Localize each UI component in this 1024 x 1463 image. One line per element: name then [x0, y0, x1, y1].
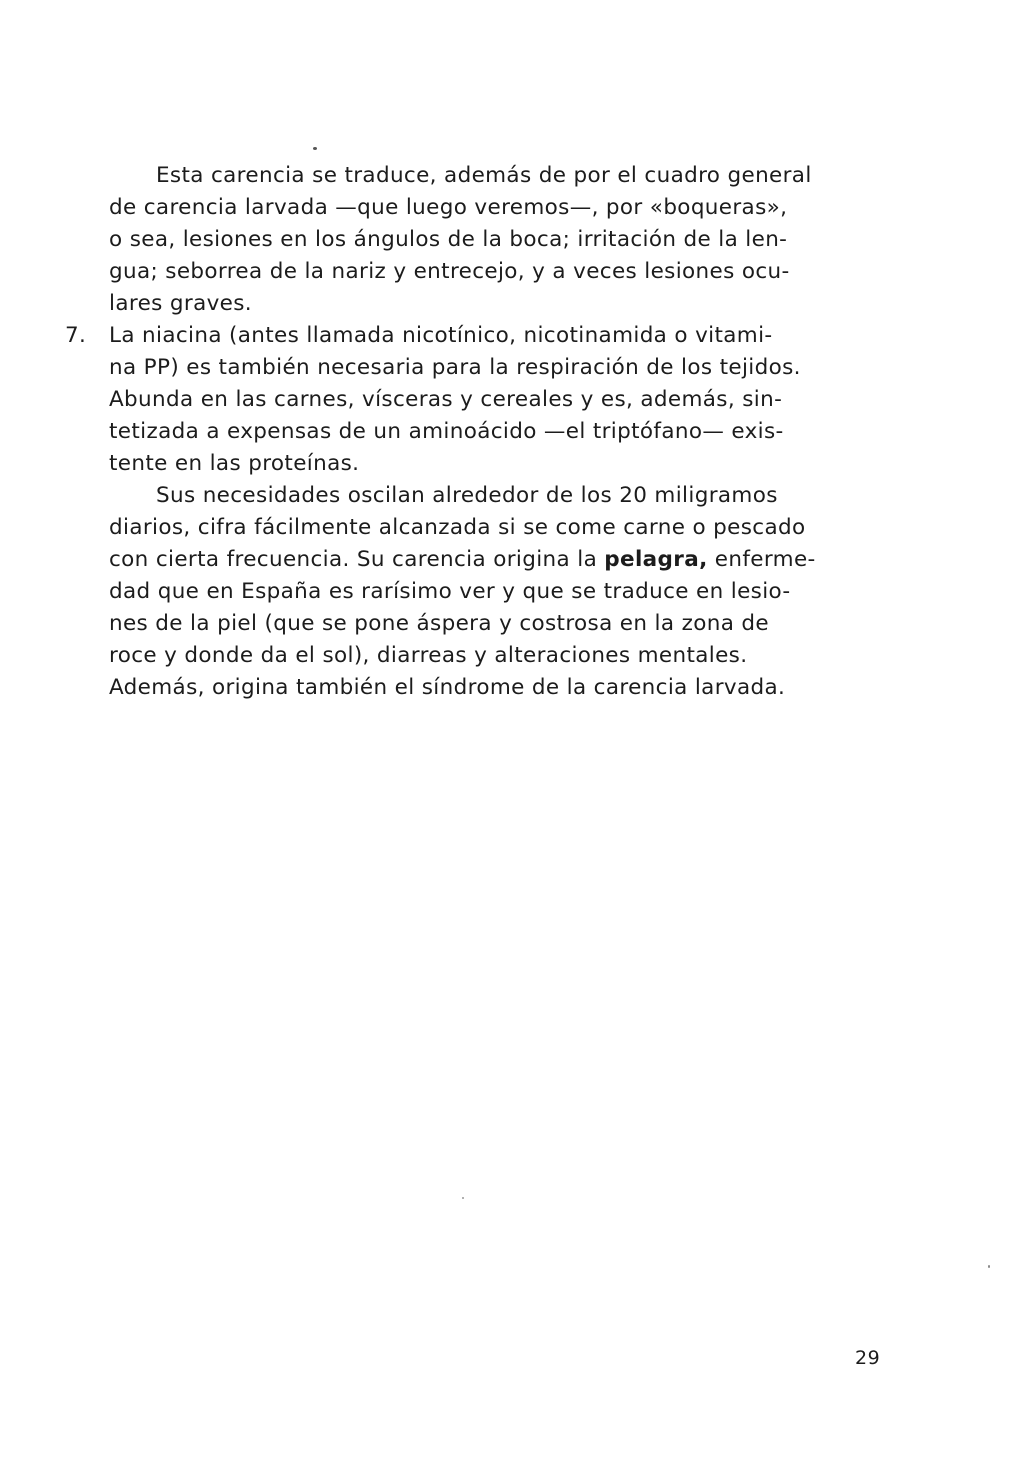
scan-speck	[313, 147, 317, 150]
text-segment: enferme-	[707, 547, 816, 572]
list-item-number: 7.	[65, 323, 87, 348]
text-line: roce y donde da el sol), diarreas y alteraciones mentales.	[109, 643, 748, 668]
list-item-7	[65, 320, 884, 480]
text-segment: con cierta frecuencia. Su carencia origina la	[109, 547, 605, 572]
page-number: 29	[855, 1347, 881, 1369]
scan-speck	[462, 1197, 464, 1199]
text-line: Además, origina también el síndrome de la carencia larvada.	[109, 675, 786, 700]
scan-speck	[988, 1265, 990, 1268]
bold-term-pelagra: pelagra,	[604, 547, 708, 572]
text-line: diarios, cifra fácilmente alcanzada si se come carne o pescado	[109, 515, 806, 540]
text-line: Sus necesidades oscilan alrededor de los 20 miligramos	[156, 483, 778, 508]
text-line: dad que en España es rarísimo ver y que se traduce en lesio-	[109, 579, 791, 604]
body-text	[65, 160, 884, 704]
text-line: La niacina (antes llamada nicotínico, nicotinamida o vitami-	[109, 323, 773, 348]
text-line: tente en las proteínas.	[109, 451, 360, 476]
text-line: tetizada a expensas de un aminoácido —el triptófano— exis-	[109, 419, 784, 444]
text-line	[109, 544, 884, 576]
text-line: de carencia larvada —que luego veremos—, por «boqueras»,	[109, 195, 788, 220]
text-line: gua; seborrea de la nariz y entrecejo, y a veces lesiones ocu-	[109, 259, 790, 284]
text-line: nes de la piel (que se pone áspera y costrosa en la zona de	[109, 611, 769, 636]
text-line: Esta carencia se traduce, además de por el cuadro general	[156, 163, 812, 188]
text-line: lares graves.	[109, 291, 252, 316]
text-line: o sea, lesiones en los ángulos de la boca; irritación de la len-	[109, 227, 788, 252]
text-line: Abunda en las carnes, vísceras y cereales y es, además, sin-	[109, 387, 783, 412]
text-line: na PP) es también necesaria para la respiración de los tejidos.	[109, 355, 801, 380]
